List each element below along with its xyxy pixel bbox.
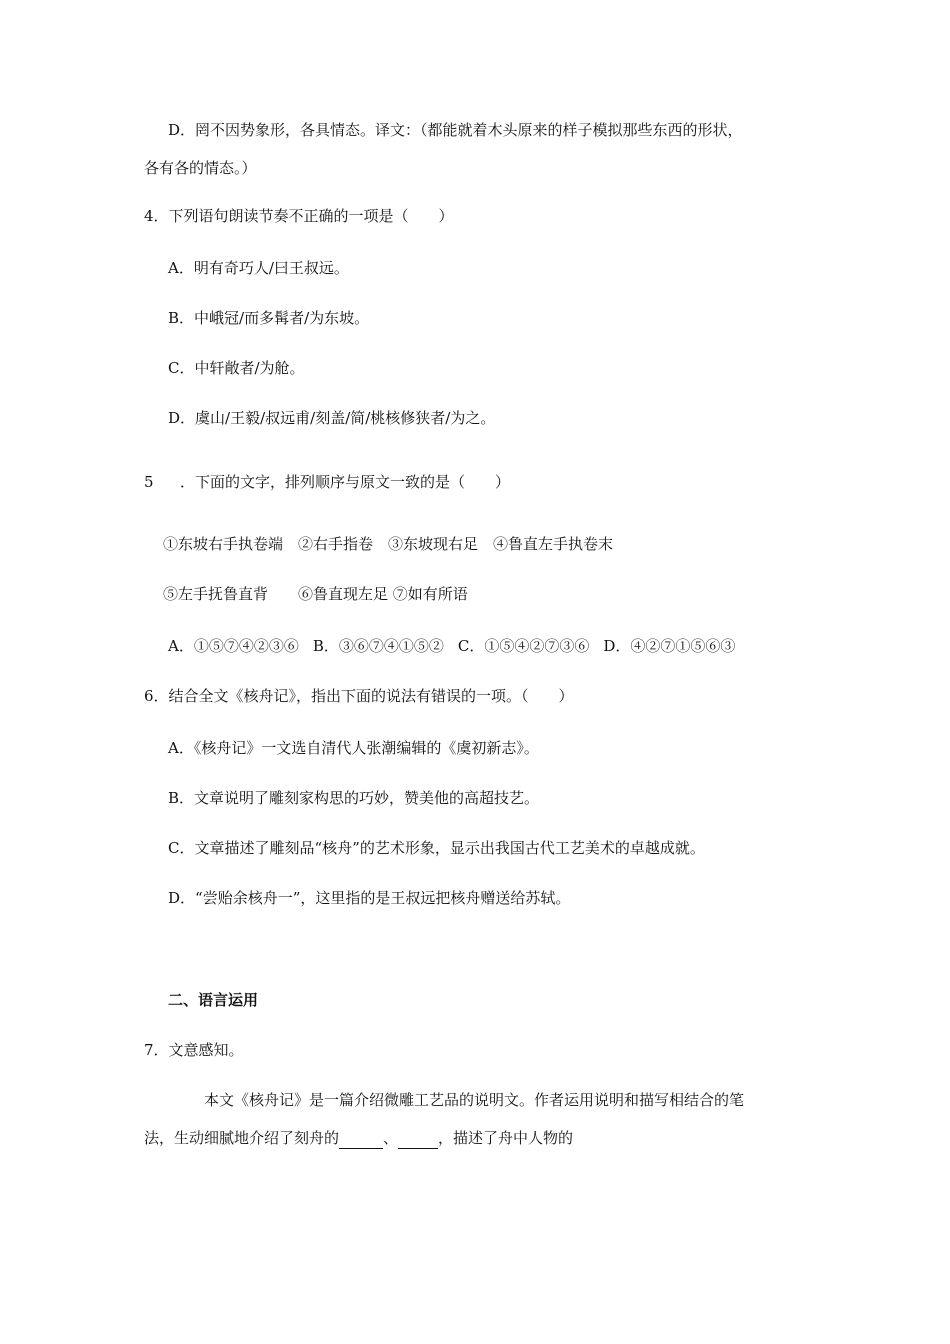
q7-text-part2: ，描述了舟中人物的 bbox=[438, 1129, 574, 1147]
q6-option-a: A．《核舟记》一文选自清代人张潮编辑的《虞初新志》。 bbox=[168, 739, 539, 757]
section-heading-language-use: 二、语言运用 bbox=[168, 991, 259, 1009]
q4-option-a: A．明有奇巧人/曰王叔远。 bbox=[168, 259, 349, 277]
q6-option-d: D．“尝贻余核舟一”，这里指的是王叔远把核舟赠送给苏轼。 bbox=[168, 889, 571, 907]
q5-option-c: C．①⑤④②⑦③⑥ bbox=[457, 637, 590, 655]
q3-option-d-line2: 各有各的情态。） bbox=[144, 159, 257, 177]
q7-text-part1: 法，生动细腻地介绍了刻舟的 bbox=[144, 1129, 340, 1147]
answer-blank-1[interactable] bbox=[339, 1128, 383, 1149]
q7-separator: 、 bbox=[383, 1129, 399, 1147]
q5-option-b: B．③⑥⑦④①⑤② bbox=[312, 637, 444, 655]
q4-option-b: B．中峨冠/而多髯者/为东坡。 bbox=[168, 309, 370, 327]
q3-option-d-line1: D．罔不因势象形，各具情态。译文：（都能就着木头原来的样子模拟那些东西的形状， bbox=[168, 121, 743, 139]
q4-option-d: D．虞山/王毅/叔远甫/刻盖/简/桃核修狭者/为之。 bbox=[168, 409, 496, 427]
q7-paragraph-line2 bbox=[144, 1128, 573, 1149]
q6-option-c: C．文章描述了雕刻品“核舟”的艺术形象，显示出我国古代工艺美术的卓越成就。 bbox=[168, 839, 705, 857]
q5-option-d: D．④②⑦①⑤⑥③ bbox=[603, 637, 736, 655]
question-7: 7．文意感知。 bbox=[144, 1041, 244, 1059]
question-5: ．下面的文字，排列顺序与原文一致的是（ ） bbox=[180, 473, 511, 491]
q6-option-b: B．文章说明了雕刻家构思的巧妙，赞美他的高超技艺。 bbox=[168, 789, 540, 807]
answer-blank-2[interactable] bbox=[398, 1128, 438, 1149]
q5-option-a: A．①⑤⑦④②③⑥ bbox=[168, 637, 299, 655]
q4-option-c: C．中轩敞者/为舱。 bbox=[168, 359, 305, 377]
question-5-number: 5 bbox=[144, 473, 154, 491]
q7-paragraph-line1: 本文《核舟记》是一篇介绍微雕工艺品的说明文。作者运用说明和描写相结合的笔 bbox=[204, 1091, 745, 1109]
question-4: 4．下列语句朗读节奏不正确的一项是（ ） bbox=[144, 207, 454, 225]
question-6: 6．结合全文《核舟记》，指出下面的说法有错误的一项。（ ） bbox=[144, 687, 574, 705]
q5-options bbox=[168, 636, 735, 656]
q5-items-row2: ⑤左手抚鲁直背 ⑥鲁直现左足 ⑦如有所语 bbox=[163, 585, 468, 603]
q5-items-row1: ①东坡右手执卷端 ②右手指卷 ③东坡现右足 ④鲁直左手执卷末 bbox=[163, 535, 614, 553]
